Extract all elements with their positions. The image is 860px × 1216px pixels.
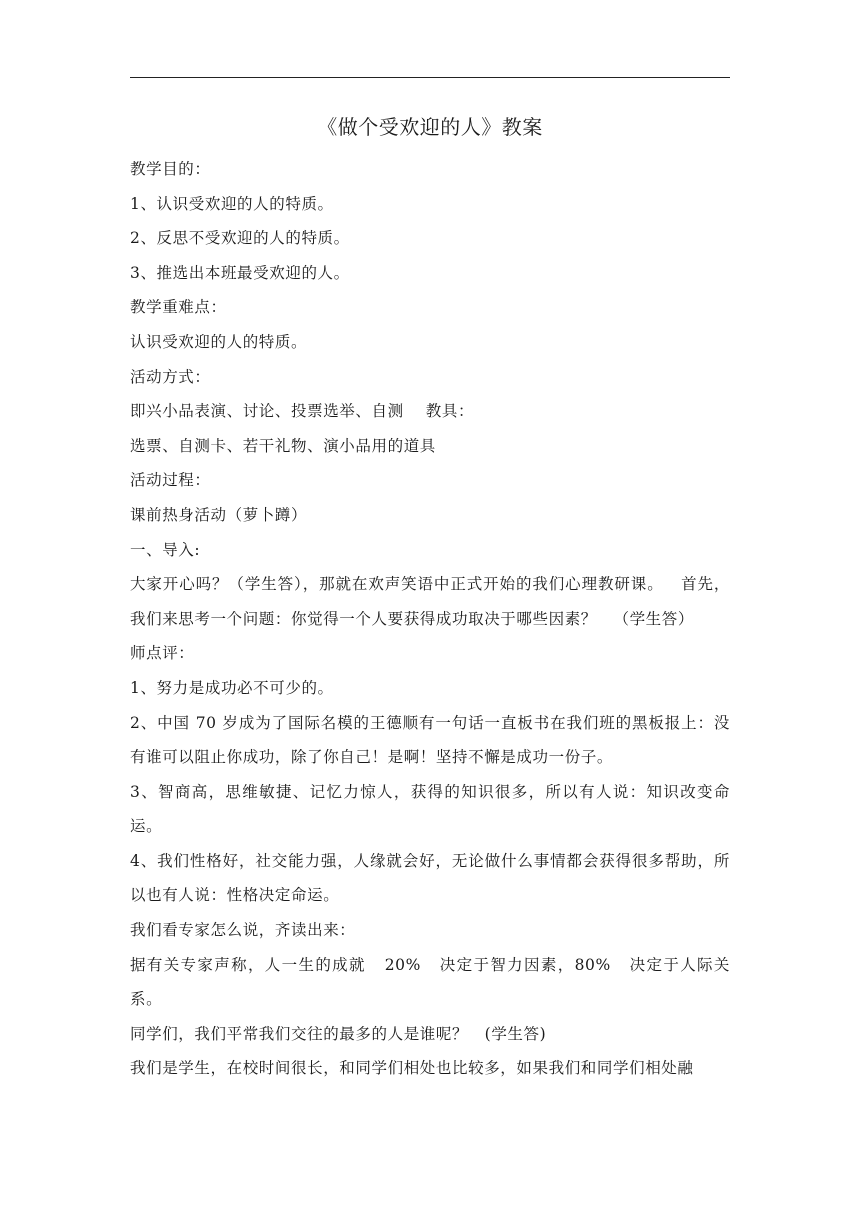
- paragraph: 2、中国 70 岁成为了国际名模的王德顺有一句话一直板书在我们班的黑板报上：没有谁可以阻止你成功，除了你自己！是啊！坚持不懈是成功一份子。: [130, 713, 730, 767]
- paragraph: 即兴小品表演、讨论、投票选举、自测 教具：: [130, 402, 475, 421]
- paragraph: 教学重难点：: [130, 298, 227, 317]
- document-title: 《做个受欢迎的人》教案: [317, 115, 543, 139]
- paragraph: 大家开心吗？（学生答），那就在欢声笑语中正式开始的我们心理教研课。 首先，我们来思考一个问题：你觉得一个人要获得成功取决于哪些因素？ （学生答）: [130, 575, 730, 628]
- paragraph: 2、反思不受欢迎的人的特质。: [130, 229, 350, 248]
- header-rule: [130, 77, 730, 78]
- paragraph: 活动过程：: [130, 471, 211, 490]
- paragraph: 我们看专家怎么说，齐读出来：: [130, 921, 356, 940]
- paragraph: 课前热身活动（萝卜蹲）: [130, 505, 308, 524]
- paragraph: 1、认识受欢迎的人的特质。: [130, 194, 334, 213]
- paragraph: 活动方式：: [130, 367, 211, 386]
- paragraph: 3、推选出本班最受欢迎的人。: [130, 263, 350, 282]
- paragraph: 3、智商高，思维敏捷、记忆力惊人，获得的知识很多，所以有人说：知识改变命运。: [130, 782, 730, 836]
- paragraph: 我们是学生，在校时间很长，和同学们相处也比较多，如果我们和同学们相处融: [130, 1059, 694, 1078]
- paragraph: 认识受欢迎的人的特质。: [130, 332, 308, 351]
- paragraph: 选票、自测卡、若干礼物、演小品用的道具: [130, 436, 436, 455]
- paragraph: 同学们，我们平常我们交往的最多的人是谁呢？ (学生答): [130, 1024, 547, 1043]
- paragraph: 1、努力是成功必不可少的。: [130, 678, 334, 697]
- paragraph: 师点评：: [130, 644, 195, 663]
- paragraph: 4、我们性格好，社交能力强，人缘就会好，无论做什么事情都会获得很多帮助，所以也有人说：性格决定命运。: [130, 851, 730, 905]
- paragraph: 一、导入:: [130, 540, 201, 559]
- document-body: [130, 152, 730, 1086]
- paragraph: 据有关专家声称，人一生的成就 20% 决定于智力因素，80% 决定于人际关系。: [130, 955, 730, 1009]
- paragraph: 教学目的：: [130, 160, 211, 178]
